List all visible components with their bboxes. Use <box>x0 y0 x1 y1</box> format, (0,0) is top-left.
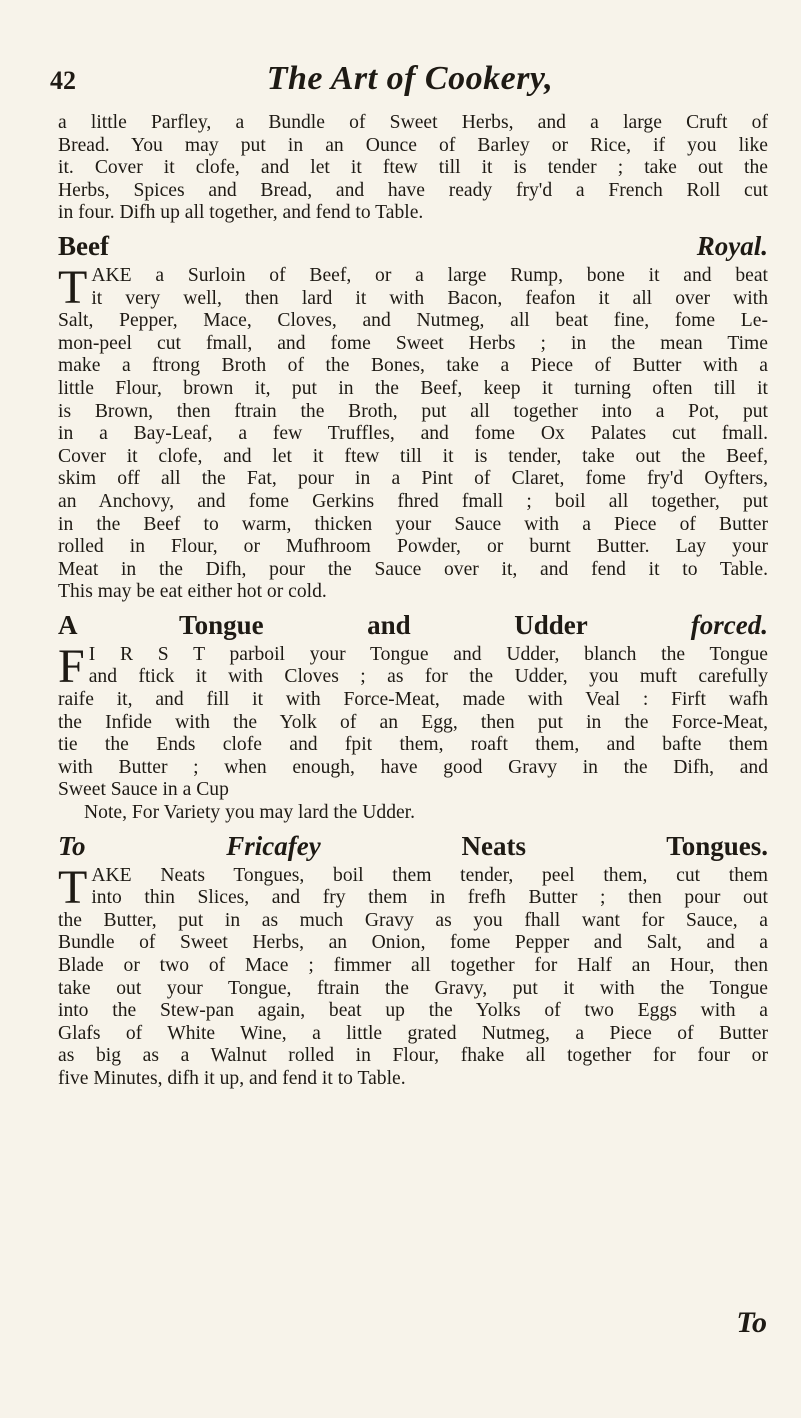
text-line: is Brown, then ftrain the Broth, put all together into a Pot, put <box>58 400 768 422</box>
note-line: Note, For Variety you may lard the Udder. <box>84 802 416 824</box>
text-line: This may be eat either hot or cold. <box>58 581 327 603</box>
drop-cap: T <box>58 260 88 314</box>
recipe-title-italic: forced. <box>690 609 768 640</box>
text-line: AKE Neats Tongues, boil them tender, peel them, cut them <box>91 864 768 886</box>
recipe-fricassee-neats-tongues <box>58 829 768 1091</box>
text-line: into thin Slices, and fry them in frefh Butter ; then pour out <box>91 887 768 909</box>
text-line: in a Bay-Leaf, a few Truffles, and fome Ox Palates cut fmall. <box>58 423 768 445</box>
text-line: the Butter, put in as much Gravy as you fhall want for Sauce, a <box>58 909 768 931</box>
recipe-text <box>58 639 768 825</box>
recipe-tongue-and-udder <box>58 608 768 825</box>
recipe-title <box>58 608 768 642</box>
recipe-title <box>58 829 768 863</box>
text-line: Salt, Pepper, Mace, Cloves, and Nutmeg, all beat fine, fome Le- <box>58 310 768 332</box>
text-line: an Anchovy, and fome Gerkins fhred fmall ; boil all together, put <box>58 490 768 512</box>
text-line: Glafs of White Wine, a little grated Nutmeg, a Piece of Butter <box>58 1022 768 1044</box>
recipe-title-italic: Royal. <box>696 230 768 261</box>
drop-cap: F <box>58 639 85 693</box>
recipe-title-plain: Beef <box>58 230 697 261</box>
text-line: with Butter ; when enough, have good Gravy in the Difh, and <box>58 756 768 778</box>
recipe-title <box>58 229 768 263</box>
text-line: Blade or two of Mace ; fimmer all together for Half an Hour, then <box>58 955 768 976</box>
text-line: Sweet Sauce in a Cup <box>58 779 229 801</box>
text-line: raife it, and fill it with Force-Meat, made with Veal : Firft wafh <box>58 689 768 711</box>
text-line: I R S T parboil your Tongue and Udder, blanch the Tongue <box>88 643 768 665</box>
recipe-title-plain-tail: Neats Tongues. <box>461 830 769 861</box>
page-number: 42 <box>50 66 76 95</box>
text-line: make a ftrong Broth of the Bones, take a Piece of Butter with a <box>58 355 768 377</box>
text-line: and ftick it with Cloves ; as for the Udder, you muft carefully <box>88 666 768 688</box>
text-line: Meat in the Difh, pour the Sauce over it, and fend it to Table. <box>58 558 768 580</box>
text-line: Bread. You may put in an Ounce of Barley or Rice, if you like <box>58 134 768 156</box>
text-line: tie the Ends clofe and fpit them, roaft them, and bafte them <box>58 734 768 756</box>
text-line: it. Cover it clofe, and let it ftew till it is tender ; take out the <box>58 157 768 179</box>
text-line: into the Stew-pan again, beat up the Yolks of two Eggs with a <box>58 1000 768 1022</box>
recipe-title-plain: A Tongue and Udder <box>58 609 691 640</box>
text-line: as big as a Walnut rolled in Flour, fhake all together for four or <box>58 1045 768 1067</box>
page-header <box>50 58 770 102</box>
recipe-title-italic-lead: To Fricafey <box>58 830 462 861</box>
text-line: a little Parfley, a Bundle of Sweet Herbs, and a large Cruft of <box>58 112 768 133</box>
text-line: mon-peel cut fmall, and fome Sweet Herbs ; in the mean Time <box>58 332 768 354</box>
recipe-text <box>58 860 768 1091</box>
text-line: in four. Difh up all together, and fend to Table. <box>58 202 424 224</box>
text-line: rolled in Flour, or Mufhroom Powder, or burnt Butter. Lay your <box>58 536 768 558</box>
text-line: the Infide with the Yolk of an Egg, then put in the Force-Meat, <box>58 711 768 733</box>
text-line: Herbs, Spices and Bread, and have ready fry'd a French Roll cut <box>58 179 768 201</box>
text-line: little Flour, brown it, put in the Beef, keep it turning often till it <box>58 377 768 399</box>
text-line: five Minutes, difh it up, and fend it to Table. <box>58 1067 406 1089</box>
text-line: AKE a Surloin of Beef, or a large Rump, bone it and beat <box>91 264 768 286</box>
text-line: it very well, then lard it with Bacon, feafon it all over with <box>91 287 768 309</box>
page-body <box>58 112 768 1091</box>
running-title: The Art of Cookery, <box>266 60 554 97</box>
text-line: in the Beef to warm, thicken your Sauce with a Piece of Butter <box>58 513 768 535</box>
recipe-beef-royal <box>58 229 768 604</box>
catchword: To <box>736 1306 767 1339</box>
drop-cap: T <box>58 860 88 914</box>
text-line: Cover it clofe, and let it ftew till it is tender, take out the Beef, <box>58 445 768 467</box>
intro-paragraph <box>58 112 768 225</box>
text-line: skim off all the Fat, pour in a Pint of Claret, fome fry'd Oyfters, <box>58 468 768 490</box>
recipe-text <box>58 260 768 604</box>
text-line: Bundle of Sweet Herbs, an Onion, fome Pepper and Salt, and a <box>58 932 768 954</box>
text-line: take out your Tongue, ftrain the Gravy, put it with the Tongue <box>58 977 768 999</box>
